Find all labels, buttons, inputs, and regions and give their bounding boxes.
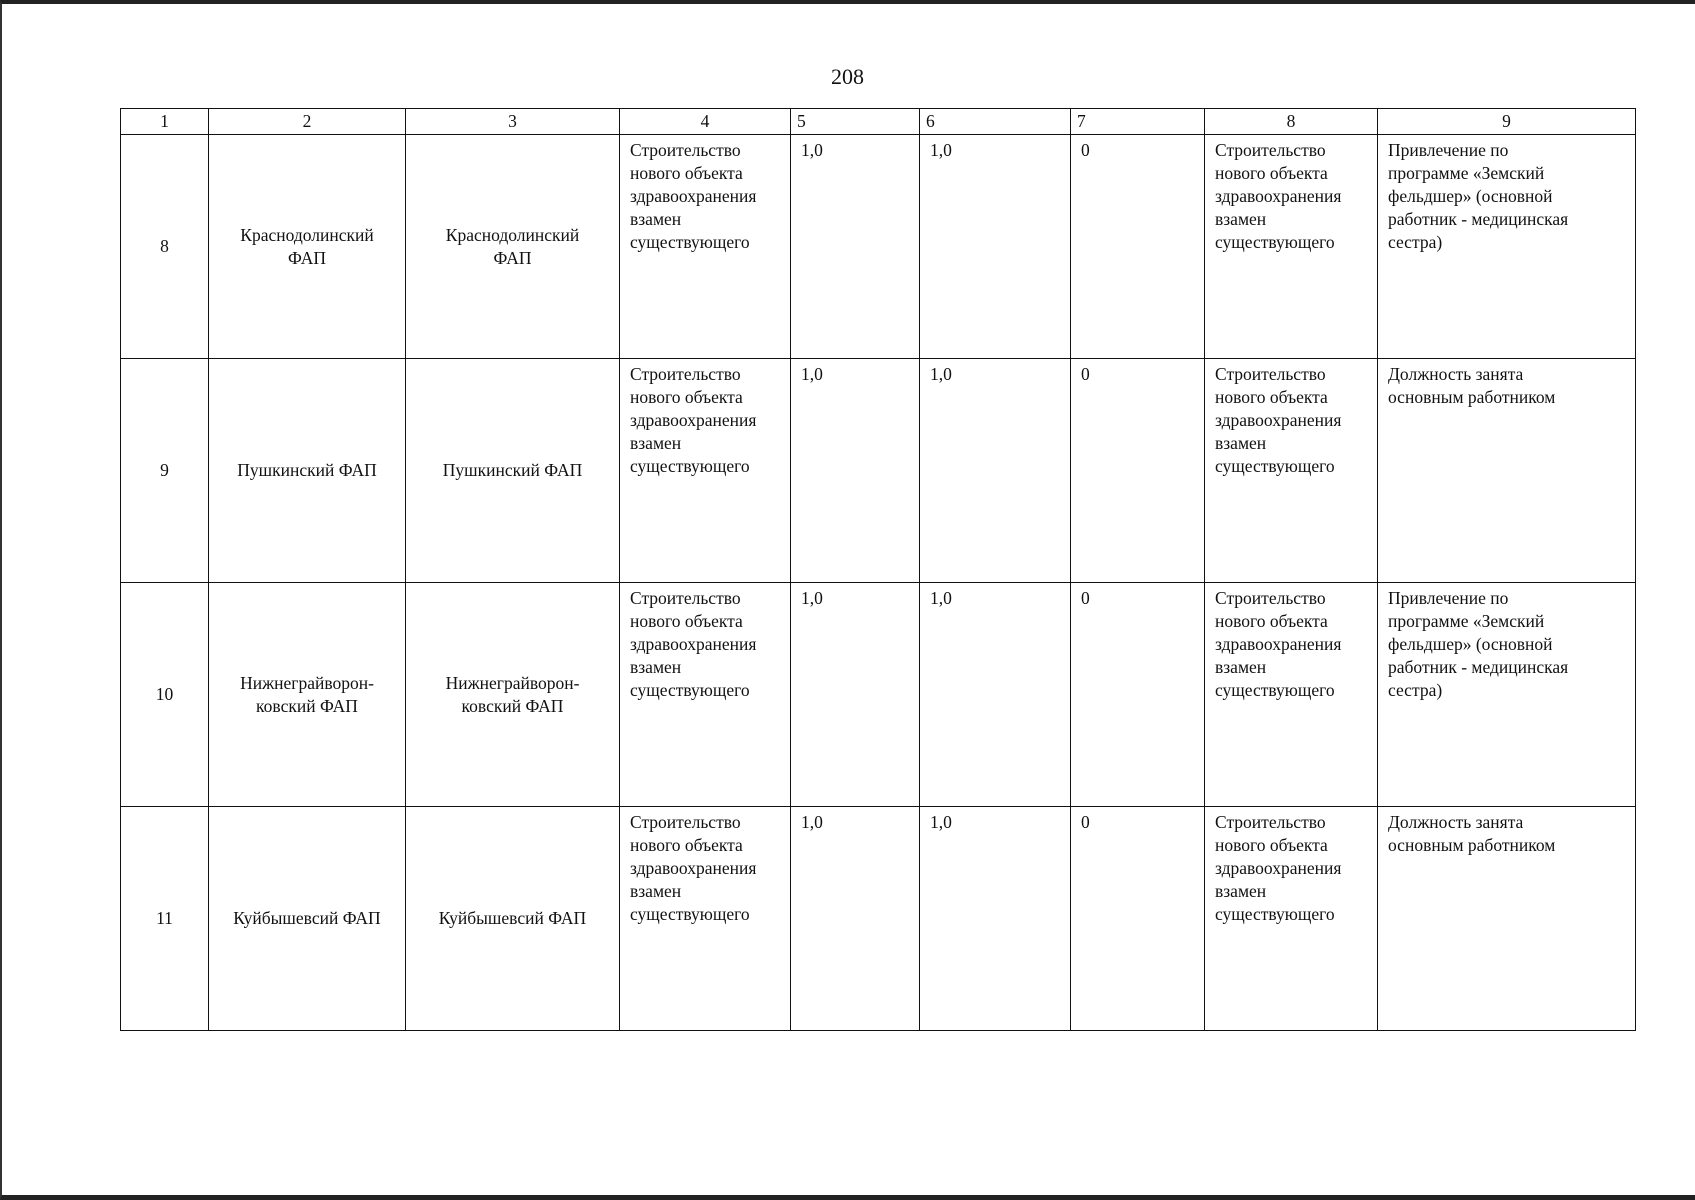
page-number: 208 <box>831 64 864 89</box>
facility-name-cell: Куйбышевсий ФАП <box>406 807 620 1031</box>
value-cell: 1,0 <box>791 583 920 807</box>
staffing-note-cell: Должность занята основным работником <box>1378 807 1636 1031</box>
value-cell: 1,0 <box>791 135 920 359</box>
row-number-cell: 10 <box>121 583 209 807</box>
row-number-cell: 11 <box>121 807 209 1031</box>
column-header: 2 <box>209 109 406 135</box>
facility-name-cell: Пушкинский ФАП <box>209 359 406 583</box>
facility-name-cell: Пушкинский ФАП <box>406 359 620 583</box>
facility-name-cell: Нижнеграйворон- ковский ФАП <box>406 583 620 807</box>
column-header: 8 <box>1205 109 1378 135</box>
facility-name-cell: Куйбышевсий ФАП <box>209 807 406 1031</box>
value-cell: 0 <box>1071 135 1205 359</box>
column-header: 5 <box>791 109 920 135</box>
facility-name-cell: Краснодолинский ФАП <box>406 135 620 359</box>
facility-name-cell: Нижнеграйворон- ковский ФАП <box>209 583 406 807</box>
value-cell: 1,0 <box>920 359 1071 583</box>
action-cell: Строительство нового объекта здравоохранения взамен существующего <box>1205 359 1378 583</box>
staffing-note-cell: Привлечение по программе «Земский фельдшер» (основной работник - медицинская сестра) <box>1378 135 1636 359</box>
facility-name-cell: Краснодолинский ФАП <box>209 135 406 359</box>
document-table <box>120 108 1636 1031</box>
row-number-cell: 8 <box>121 135 209 359</box>
row-number-cell: 9 <box>121 359 209 583</box>
action-cell: Строительство нового объекта здравоохранения взамен существующего <box>620 807 791 1031</box>
value-cell: 1,0 <box>791 807 920 1031</box>
value-cell: 0 <box>1071 807 1205 1031</box>
action-cell: Строительство нового объекта здравоохранения взамен существующего <box>1205 583 1378 807</box>
table-row <box>121 807 1636 1031</box>
column-header: 1 <box>121 109 209 135</box>
action-cell: Строительство нового объекта здравоохранения взамен существующего <box>620 583 791 807</box>
table-row <box>121 359 1636 583</box>
value-cell: 1,0 <box>791 359 920 583</box>
column-header: 9 <box>1378 109 1636 135</box>
value-cell: 1,0 <box>920 135 1071 359</box>
column-header: 6 <box>920 109 1071 135</box>
table-row <box>121 135 1636 359</box>
staffing-note-cell: Должность занята основным работником <box>1378 359 1636 583</box>
action-cell: Строительство нового объекта здравоохранения взамен существующего <box>1205 807 1378 1031</box>
column-header: 4 <box>620 109 791 135</box>
value-cell: 1,0 <box>920 807 1071 1031</box>
staffing-note-cell: Привлечение по программе «Земский фельдшер» (основной работник - медицинская сестра) <box>1378 583 1636 807</box>
value-cell: 0 <box>1071 583 1205 807</box>
column-header: 7 <box>1071 109 1205 135</box>
action-cell: Строительство нового объекта здравоохранения взамен существующего <box>620 135 791 359</box>
value-cell: 1,0 <box>920 583 1071 807</box>
table-header-row <box>121 109 1636 135</box>
value-cell: 0 <box>1071 359 1205 583</box>
column-header: 3 <box>406 109 620 135</box>
action-cell: Строительство нового объекта здравоохранения взамен существующего <box>620 359 791 583</box>
action-cell: Строительство нового объекта здравоохранения взамен существующего <box>1205 135 1378 359</box>
table-row <box>121 583 1636 807</box>
